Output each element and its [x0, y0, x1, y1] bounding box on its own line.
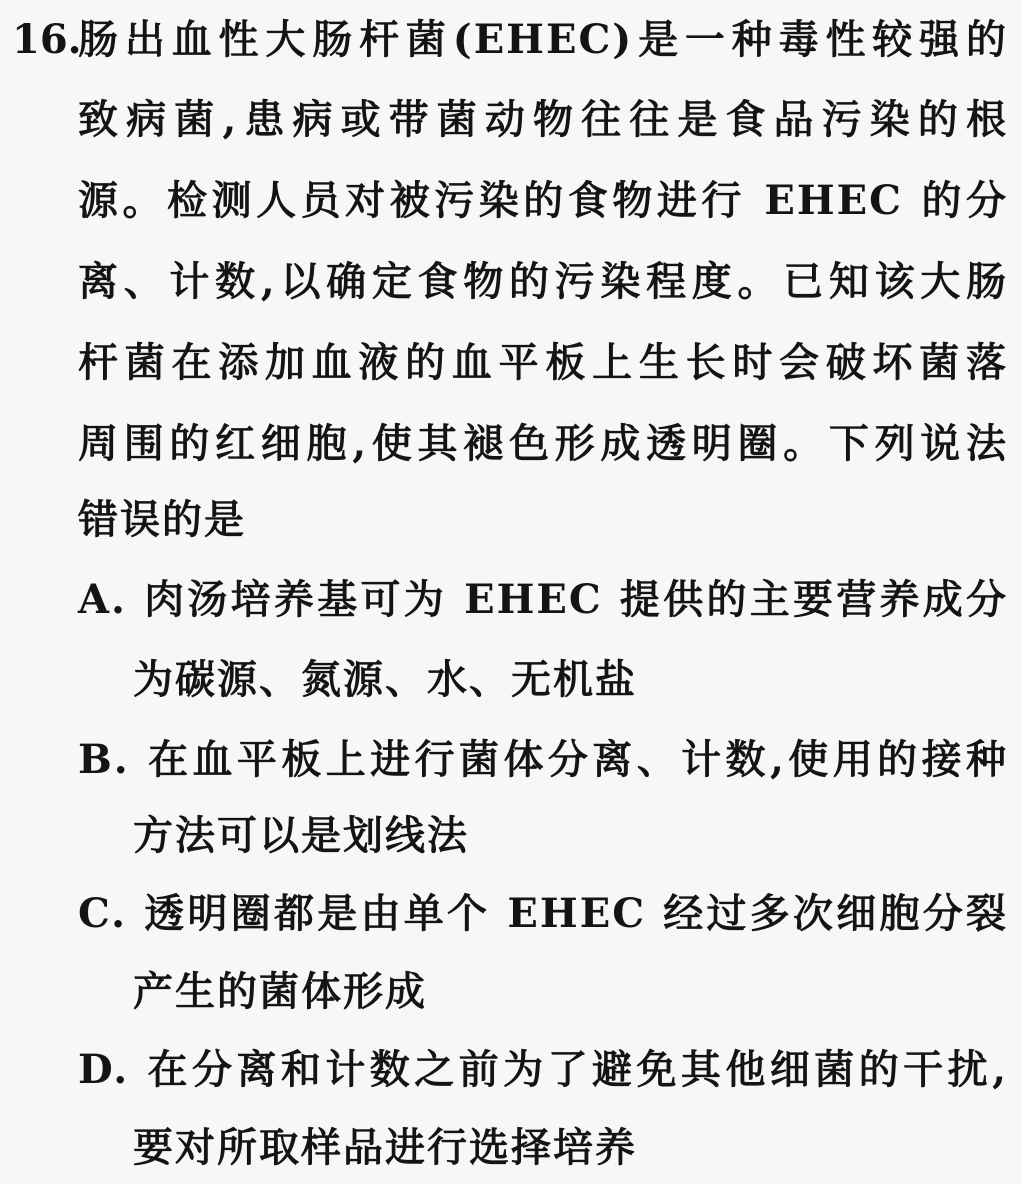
option-b-line-1: B. 在血平板上进行菌体分离、计数,使用的接种 [78, 736, 1008, 783]
option-c-line-2: 产生的菌体形成 [133, 968, 427, 1015]
stem-line-4: 离、计数,以确定食物的污染程度。已知该大肠 [78, 258, 1008, 305]
stem-line-6: 周围的红细胞,使其褪色形成透明圈。下列说法 [78, 420, 1008, 467]
option-b-line-2: 方法可以是划线法 [133, 812, 469, 859]
option-a-line-1: A. 肉汤培养基可为 EHEC 提供的主要营养成分 [78, 576, 1008, 623]
stem-line-5: 杆菌在添加血液的血平板上生长时会破坏菌落 [78, 339, 1008, 386]
stem-line-1: 肠出血性大肠杆菌(EHEC)是一种毒性较强的 [78, 16, 1008, 63]
stem-line-2: 致病菌,患病或带菌动物往往是食品污染的根 [78, 96, 1008, 143]
option-d-line-1: D. 在分离和计数之前为了避免其他细菌的干扰, [78, 1046, 1008, 1093]
stem-line-3: 源。检测人员对被污染的食物进行 EHEC 的分 [78, 177, 1008, 224]
option-a-line-2: 为碳源、氮源、水、无机盐 [133, 656, 637, 703]
option-d-line-2: 要对所取样品进行选择培养 [133, 1124, 637, 1171]
question-number: 16. [12, 16, 82, 63]
stem-line-7: 错误的是 [78, 496, 246, 543]
option-c-line-1: C. 透明圈都是由单个 EHEC 经过多次细胞分裂 [78, 890, 1008, 937]
